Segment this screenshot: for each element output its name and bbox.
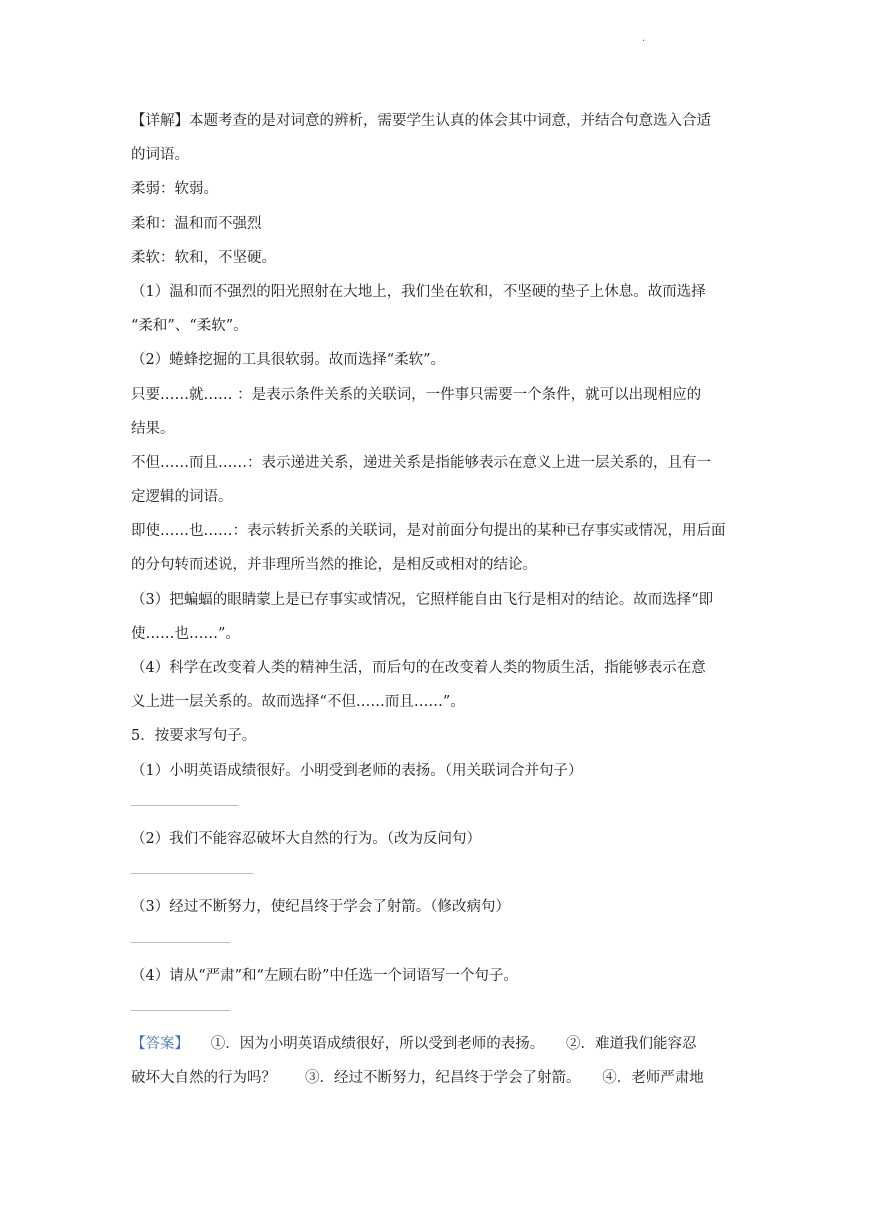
- explanation-line: 的分句转而述说，并非理所当然的推论，是相反或相对的结论。: [131, 557, 537, 574]
- explanation-section: [131, 104, 741, 719]
- answer-blank-line: [131, 805, 238, 806]
- answer-blank-line: [131, 942, 230, 943]
- explanation-line: 只要……就…… ：是表示条件关系的关联词，一件事只需要一个条件，就可以出现相应的: [131, 386, 702, 403]
- question-title: 5．按要求写句子。: [131, 728, 257, 745]
- header-mark: ·: [642, 36, 646, 47]
- explanation-line: 定逻辑的词语。: [131, 489, 233, 506]
- answer-blank-line: [131, 1010, 230, 1011]
- explanation-line: 结果。: [131, 420, 175, 437]
- answer-blank-row: [131, 856, 741, 890]
- answer-tag: 【答案】: [131, 1036, 182, 1053]
- document-body: [131, 104, 741, 1095]
- question-item: （2）我们不能容忍破坏大自然的行为。（改为反问句）: [131, 830, 481, 847]
- answer-blank-row: [131, 788, 741, 822]
- explanation-line: 的词语。: [131, 147, 189, 164]
- question-item: （3）经过不断努力，使纪昌终于学会了射箭。（修改病句）: [131, 899, 510, 916]
- answer-line: 破坏大自然的行为吗？ ③．经过不断努力，纪昌终于学会了射箭。 ④．老师严肃地: [131, 1070, 704, 1087]
- explanation-line: （4）科学在改变着人类的精神生活，而后句的在改变着人类的物质生活，指能够表示在意: [131, 660, 706, 676]
- explanation-line: 柔和：温和而不强烈: [131, 215, 262, 232]
- explanation-line: 义上进一层关系的。故而选择“不但……而且……”。: [131, 694, 465, 711]
- explanation-line: 不但……而且……：表示递进关系，递进关系是指能够表示在意义上进一层关系的，且有一: [131, 454, 711, 471]
- explanation-line: “柔和”、“柔软”。: [131, 318, 248, 335]
- explanation-line: 柔弱：软弱。: [131, 181, 218, 198]
- question-item: （1）小明英语成绩很好。小明受到老师的表扬。（用关联词合并句子）: [131, 762, 583, 779]
- answer-section: [131, 1027, 741, 1095]
- explanation-line: 使……也……”。: [131, 625, 240, 642]
- explanation-line: 即使……也……：表示转折关系的关联词，是对前面分句提出的某种已存事实或情况，用后面: [131, 523, 726, 540]
- explanation-line: （1）温和而不强烈的阳光照射在大地上，我们坐在软和，不坚硬的垫子上休息。故而选择: [131, 283, 706, 300]
- explanation-line: （2）蜷蜂挖掘的工具很软弱。故而选择“柔软”。: [131, 352, 446, 369]
- question-section: [131, 719, 741, 1027]
- question-item: （4）请从“严肃”和“左顾右盼”中任选一个词语写一个句子。: [131, 967, 518, 984]
- explanation-line: （3）把蝙蝠的眼睛蒙上是已存事实或情况，它照样能自由飞行是相对的结论。故而选择“即: [131, 591, 714, 608]
- answer-blank-line: [131, 873, 253, 874]
- answer-text: ①．因为小明英语成绩很好，所以受到老师的表扬。 ②．难道我们能容忍: [181, 1036, 697, 1053]
- explanation-line: 【详解】本题考查的是对词意的辨析，需要学生认真的体会其中词意，并结合句意选入合适: [131, 113, 711, 129]
- answer-blank-row: [131, 993, 741, 1027]
- answer-blank-row: [131, 925, 741, 959]
- explanation-line: 柔软：软和，不坚硬。: [131, 249, 276, 266]
- answer-line: [131, 1027, 741, 1061]
